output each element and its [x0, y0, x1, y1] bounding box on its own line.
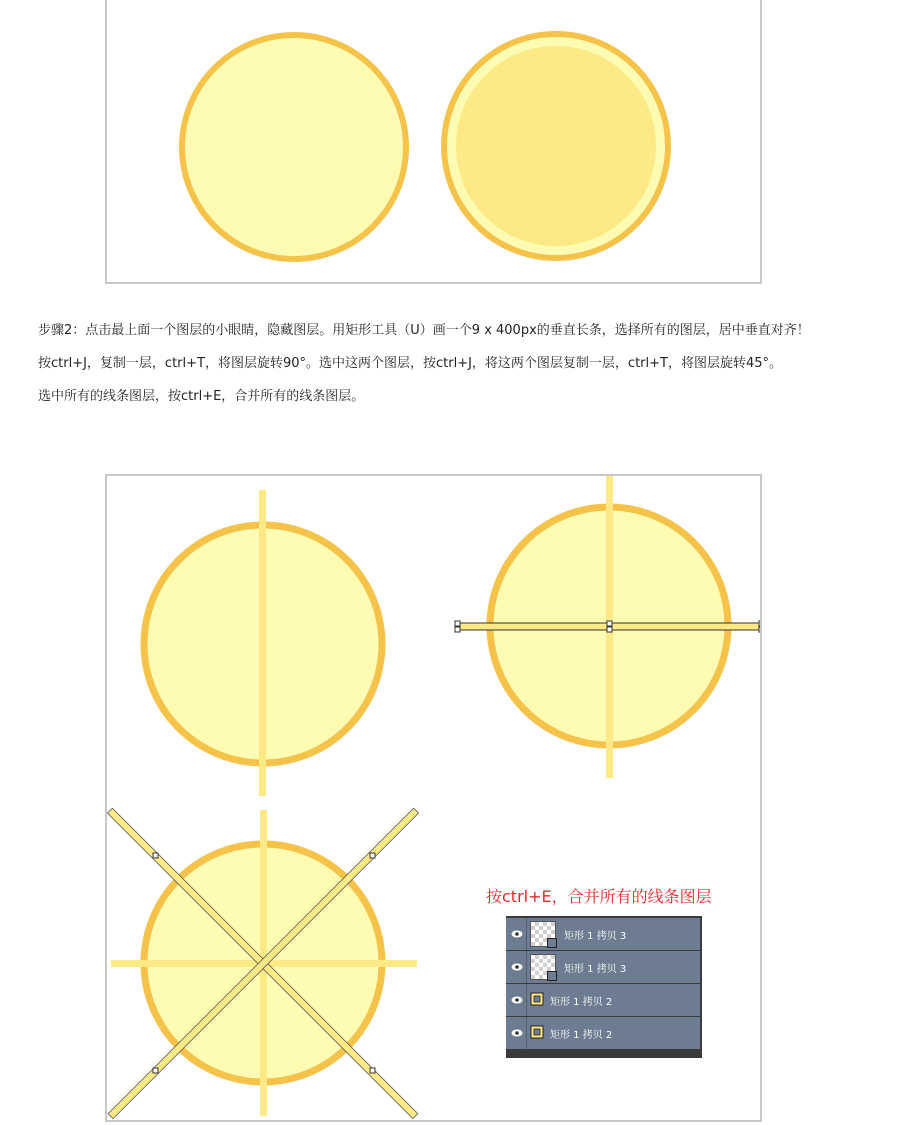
layer-row[interactable]	[506, 1017, 700, 1049]
eye-icon[interactable]	[510, 1027, 524, 1039]
step-line-1: 步骤2：点击最上面一个图层的小眼睛，隐藏图层。用矩形工具（U）画一个9 x 400px的垂直长条，选择所有的图层，居中垂直对齐！	[38, 323, 810, 338]
transform-handle-center-bottom[interactable]	[607, 627, 612, 632]
layer-name: 矩形 1 拷贝 2	[550, 997, 613, 1008]
layers-panel	[506, 916, 702, 1058]
layer-row[interactable]	[506, 951, 700, 983]
layer-name: 矩形 1 拷贝 3	[564, 931, 627, 942]
handle-tr[interactable]	[370, 853, 375, 858]
layer-row[interactable]	[506, 984, 700, 1016]
top-canvas-panel	[105, 0, 762, 284]
step-line-2: 按ctrl+J，复制一层，ctrl+T，将图层旋转90°。选中这两个图层，按ctrl+J，将这两个图层复制一层，ctrl+T，将图层旋转45°。	[38, 356, 783, 371]
step-line-3: 选中所有的线条图层，按ctrl+E，合并所有的线条图层。	[38, 389, 365, 404]
eye-icon[interactable]	[510, 961, 524, 973]
transparent-thumbnail-icon	[530, 954, 556, 980]
layer-row[interactable]	[506, 918, 700, 950]
transform-handle-left-bottom[interactable]	[455, 627, 460, 632]
eye-icon[interactable]	[510, 928, 524, 940]
transform-selection-stripe[interactable]	[455, 621, 760, 632]
double-ring-circle	[444, 34, 668, 258]
handle-bl[interactable]	[153, 1068, 158, 1073]
shape-layer-icon	[530, 1025, 544, 1039]
circle-with-vertical-stripe	[144, 490, 382, 796]
eye-icon[interactable]	[510, 994, 524, 1006]
step-instructions	[38, 322, 878, 421]
circle-with-star-lines	[107, 808, 418, 1118]
circle-with-rotated-stripe	[455, 476, 760, 778]
plain-circle	[182, 35, 406, 259]
handle-br[interactable]	[370, 1068, 375, 1073]
layer-name: 矩形 1 拷贝 3	[564, 964, 627, 975]
transform-handle-center[interactable]	[607, 621, 612, 626]
layer-name: 矩形 1 拷贝 2	[550, 1030, 613, 1041]
transparent-thumbnail-icon	[530, 921, 556, 947]
merge-caption: 按ctrl+E，合并所有的线条图层	[486, 887, 712, 906]
transform-handle-right[interactable]	[759, 621, 760, 626]
shape-layer-icon	[530, 992, 544, 1006]
transform-handle-right-bottom[interactable]	[759, 627, 760, 632]
transform-handle-left[interactable]	[455, 621, 460, 626]
vertical-stripe	[259, 490, 266, 796]
handle-tl[interactable]	[153, 853, 158, 858]
top-canvas	[107, 0, 760, 282]
